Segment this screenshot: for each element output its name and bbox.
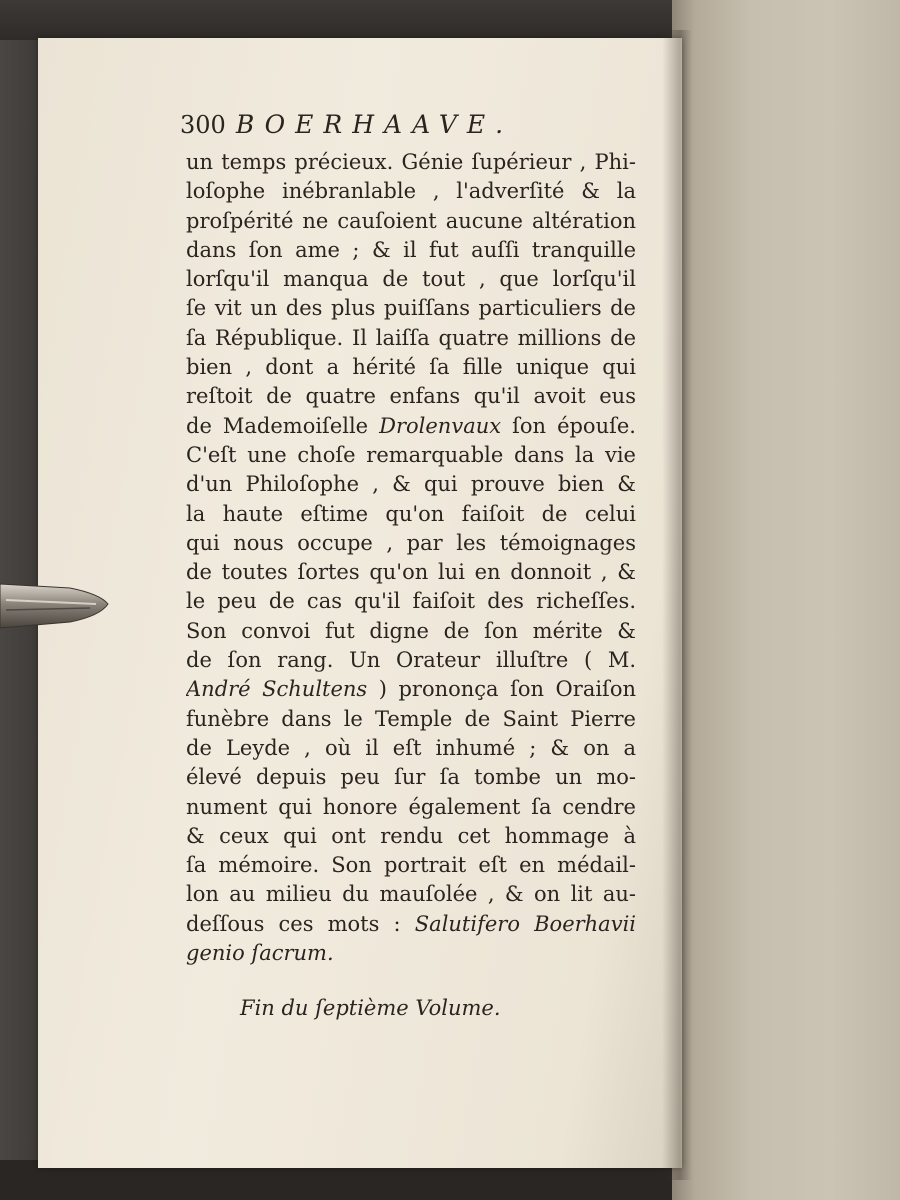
text-line-orator: [186, 675, 636, 704]
text-line: ſa mémoire. Son portrait eſt en médail-: [186, 853, 636, 878]
text-line: ſa République. Il laiſſa quatre millions de: [186, 325, 636, 350]
text-line: bien , dont a hérité ſa fille unique qui: [186, 355, 636, 380]
text-span: ſon épouſe.: [512, 413, 636, 438]
text-line: d'un Philoſophe , & qui prouve bien &: [186, 472, 636, 497]
text-line: de toutes ſortes qu'on lui en donnoit , &: [186, 560, 636, 585]
text-line: lorſqu'il manqua de tout , que lorſqu'il: [186, 267, 636, 292]
body-text: [186, 148, 636, 968]
text-line: un temps précieux. Génie ſupérieur , Phi-: [186, 150, 636, 174]
text-line: de Leyde , où il eſt inhumé ; & on a: [186, 735, 636, 760]
italic-name-drolenvaux: Drolenvaux: [379, 413, 502, 438]
page-header: [148, 110, 638, 148]
text-line: & ceux qui ont rendu cet hommage à: [186, 823, 636, 848]
text-span: ) prononça ſon Oraiſon: [378, 677, 636, 702]
text-line: lon au milieu du mauſolée , & on lit au-: [186, 882, 636, 907]
italic-inscription: Salutifero Boerhavii: [414, 911, 636, 936]
text-line-inscription-end: [186, 939, 636, 968]
text-line: nument qui honore également ſa cendre: [186, 794, 636, 819]
volume-end-note: Fin du ſeptième Volume.: [240, 996, 501, 1021]
italic-inscription-end: genio ſacrum.: [186, 941, 334, 966]
text-line: qui nous occupe , par les témoignages: [186, 530, 636, 555]
text-span: deſſous ces mots :: [186, 911, 401, 936]
text-line: funèbre dans le Temple de Saint Pierre: [186, 706, 636, 731]
text-line: C'eſt une choſe remarquable dans la vie: [186, 442, 636, 467]
text-line: élevé depuis peu ſur ſa tombe un mo-: [186, 765, 636, 790]
page-number: 300: [180, 111, 226, 139]
running-head: BOERHAAVE.: [235, 110, 514, 139]
text-line: loſophe inébranlable , l'adverſité & la: [186, 179, 636, 204]
facing-page: [672, 0, 900, 1200]
text-line: reſtoit de quatre enfans qu'il avoit eus: [186, 384, 636, 409]
page-text: [148, 110, 638, 1020]
text-line: de ſon rang. Un Orateur illuſtre ( M.: [186, 648, 636, 673]
italic-name-schultens: André Schultens: [186, 677, 368, 702]
text-line-inscription: [186, 910, 636, 939]
text-line: le peu de cas qu'il faiſoit des richeſſes.: [186, 589, 636, 614]
text-span: de Mademoiſelle: [186, 413, 369, 438]
text-line: ſe vit un des plus puiſſans particuliers de: [186, 296, 636, 321]
page-gutter: [662, 30, 692, 1180]
text-line: Son convoi fut digne de ſon mérite &: [186, 618, 636, 643]
text-line: proſpérité ne cauſoient aucune altération: [186, 208, 636, 233]
text-line-spouse: [186, 412, 636, 441]
page-clip-icon: [0, 576, 112, 636]
text-line: la haute eſtime qu'on faiſoit de celui: [186, 501, 636, 526]
text-line: dans ſon ame ; & il fut auſſi tranquille: [186, 237, 636, 262]
